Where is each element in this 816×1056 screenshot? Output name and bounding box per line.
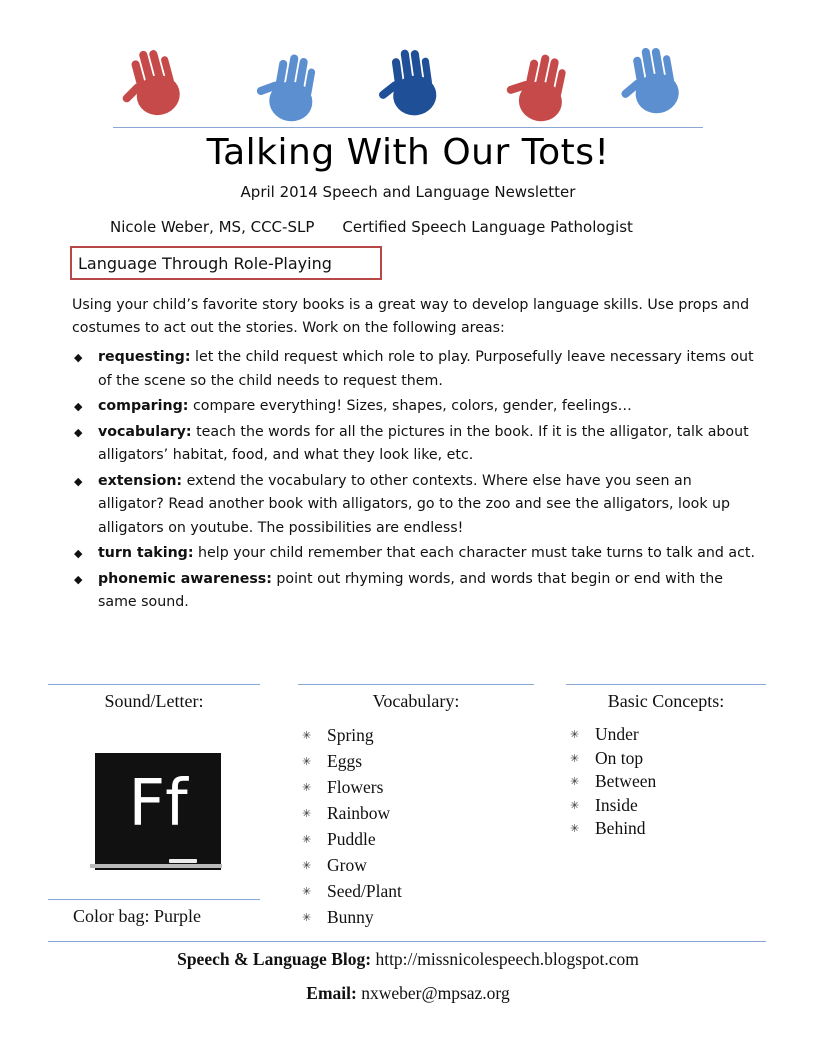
intro-paragraph: Using your child’s favorite story books is a great way to develop language skills. Use props and costumes to act out the stories. Work on the following areas: <box>72 297 750 336</box>
handprint-icon <box>498 44 588 134</box>
vocabulary-word: Bunny <box>327 907 374 927</box>
vocabulary-column-divider <box>298 684 534 685</box>
list-item <box>72 421 762 468</box>
vocabulary-word: Rainbow <box>327 803 391 823</box>
vocabulary-heading: Vocabulary: <box>372 691 460 711</box>
asterisk-bullet-icon: ✳ <box>570 823 580 835</box>
basic-concepts-list <box>570 723 760 841</box>
list-item <box>302 774 522 800</box>
diamond-bullet-icon: ◆ <box>74 425 83 439</box>
newsletter-subtitle: April 2014 Speech and Language Newsletter <box>240 183 576 201</box>
chalk-icon <box>169 859 197 863</box>
bullet-text: point out rhyming words, and words that begin or end with the same sound. <box>98 570 723 610</box>
concept-word: Inside <box>595 794 638 815</box>
footer-divider <box>48 941 766 942</box>
asterisk-bullet-icon: ✳ <box>570 752 580 765</box>
list-item <box>302 800 522 826</box>
chalkboard-letter-image <box>95 753 221 870</box>
bullet-text: teach the words for all the pictures in the book. If it is the alligator, talk about alligators’ habitat, food, and what they look like, etc. <box>98 423 749 463</box>
hand-shape <box>372 46 439 120</box>
asterisk-bullet-icon: ✳ <box>302 834 312 846</box>
concept-word: Behind <box>595 818 646 838</box>
bullet-term: phonemic awareness: <box>98 570 272 587</box>
vocabulary-word: Flowers <box>327 777 384 797</box>
hand-shape <box>251 49 320 125</box>
diamond-bullet-icon: ◆ <box>74 351 83 364</box>
email-link[interactable]: nxweber@mpsaz.org <box>361 983 510 1003</box>
list-item <box>570 817 760 841</box>
concept-word: Under <box>595 724 639 744</box>
vocabulary-list <box>302 722 522 930</box>
sound-letter-heading: Sound/Letter: <box>104 691 204 711</box>
vocabulary-word: Puddle <box>327 829 376 849</box>
bullet-text: extend the vocabulary to other contexts. Where else have you seen an alligator? Read another book with alligators, go to the zoo and see the alligators, look up alligators on youtube. The possibilities are endless! <box>98 472 731 536</box>
hand-shape <box>111 44 185 123</box>
bullet-text: help your child remember that each character must take turns to talk and act. <box>193 545 755 561</box>
handprint-banner <box>110 30 710 130</box>
bullet-term: extension: <box>98 472 183 489</box>
bullet-text: compare everything! Sizes, shapes, colors, gender, feelings… <box>188 398 632 414</box>
page-title: Talking With Our Tots! <box>206 132 610 173</box>
vocabulary-word: Eggs <box>327 751 362 771</box>
list-item <box>72 346 762 393</box>
list-item <box>570 747 760 771</box>
sound-column-divider <box>48 684 260 685</box>
list-item <box>302 826 522 852</box>
list-item <box>570 770 760 794</box>
concept-word: Between <box>595 771 657 791</box>
email-line <box>0 983 816 1004</box>
diamond-bullet-icon: ◆ <box>74 547 83 560</box>
bullet-term: requesting: <box>98 349 191 365</box>
asterisk-bullet-icon: ✳ <box>302 730 312 742</box>
list-item <box>302 878 522 904</box>
list-item <box>302 852 522 878</box>
color-bag-divider <box>48 899 260 900</box>
asterisk-bullet-icon: ✳ <box>570 729 580 741</box>
asterisk-bullet-icon: ✳ <box>302 886 312 898</box>
concept-word: On top <box>595 747 644 768</box>
author-credential: Certified Speech Language Pathologist <box>342 218 633 236</box>
role-play-bullet-list <box>72 346 762 617</box>
list-item <box>72 568 762 615</box>
vocabulary-word: Seed/Plant <box>327 881 402 901</box>
list-item <box>302 904 522 930</box>
diamond-bullet-icon: ◆ <box>74 474 83 488</box>
diamond-bullet-icon: ◆ <box>74 400 83 413</box>
blog-label: Speech & Language Blog: <box>177 949 372 969</box>
handprint-icon <box>248 44 338 134</box>
asterisk-bullet-icon: ✳ <box>302 912 312 924</box>
handprint-icon <box>110 38 200 128</box>
bullet-term: turn taking: <box>98 545 194 561</box>
list-item <box>570 723 760 747</box>
list-item <box>72 470 762 541</box>
email-label: Email: <box>306 983 357 1003</box>
asterisk-bullet-icon: ✳ <box>302 860 312 872</box>
header-divider <box>113 127 703 128</box>
section-heading-box <box>70 246 382 280</box>
blog-link[interactable]: http://missnicolespeech.blogspot.com <box>375 949 639 969</box>
section-heading: Language Through Role-Playing <box>78 254 332 273</box>
author-line <box>110 218 730 236</box>
diamond-bullet-icon: ◆ <box>74 572 83 586</box>
handprint-icon <box>610 36 700 126</box>
asterisk-bullet-icon: ✳ <box>302 756 312 768</box>
handprint-icon <box>368 38 458 128</box>
vocabulary-word: Grow <box>327 855 367 875</box>
bullet-text: let the child request which role to play. Purposefully leave necessary items out of the scene so the child needs to request them. <box>98 349 754 389</box>
vocabulary-word: Spring <box>327 725 374 745</box>
asterisk-bullet-icon: ✳ <box>302 782 312 794</box>
bullet-term: vocabulary: <box>98 423 192 440</box>
blog-line <box>0 949 816 970</box>
hand-shape <box>613 44 682 120</box>
list-item <box>72 395 762 419</box>
chalkboard-ledge <box>90 864 222 868</box>
asterisk-bullet-icon: ✳ <box>302 808 312 820</box>
asterisk-bullet-icon: ✳ <box>570 799 580 812</box>
list-item <box>302 748 522 774</box>
list-item <box>302 722 522 748</box>
bullet-term: comparing: <box>98 398 189 414</box>
list-item <box>570 794 760 818</box>
author-name: Nicole Weber, MS, CCC-SLP <box>110 218 315 236</box>
chalkboard-letter: Ff <box>128 767 188 841</box>
asterisk-bullet-icon: ✳ <box>570 776 580 788</box>
list-item <box>72 542 762 566</box>
hand-shape <box>500 48 571 125</box>
basic-concepts-heading: Basic Concepts: <box>607 691 725 711</box>
concepts-column-divider <box>566 684 766 685</box>
color-bag-text: Color bag: Purple <box>73 906 201 926</box>
